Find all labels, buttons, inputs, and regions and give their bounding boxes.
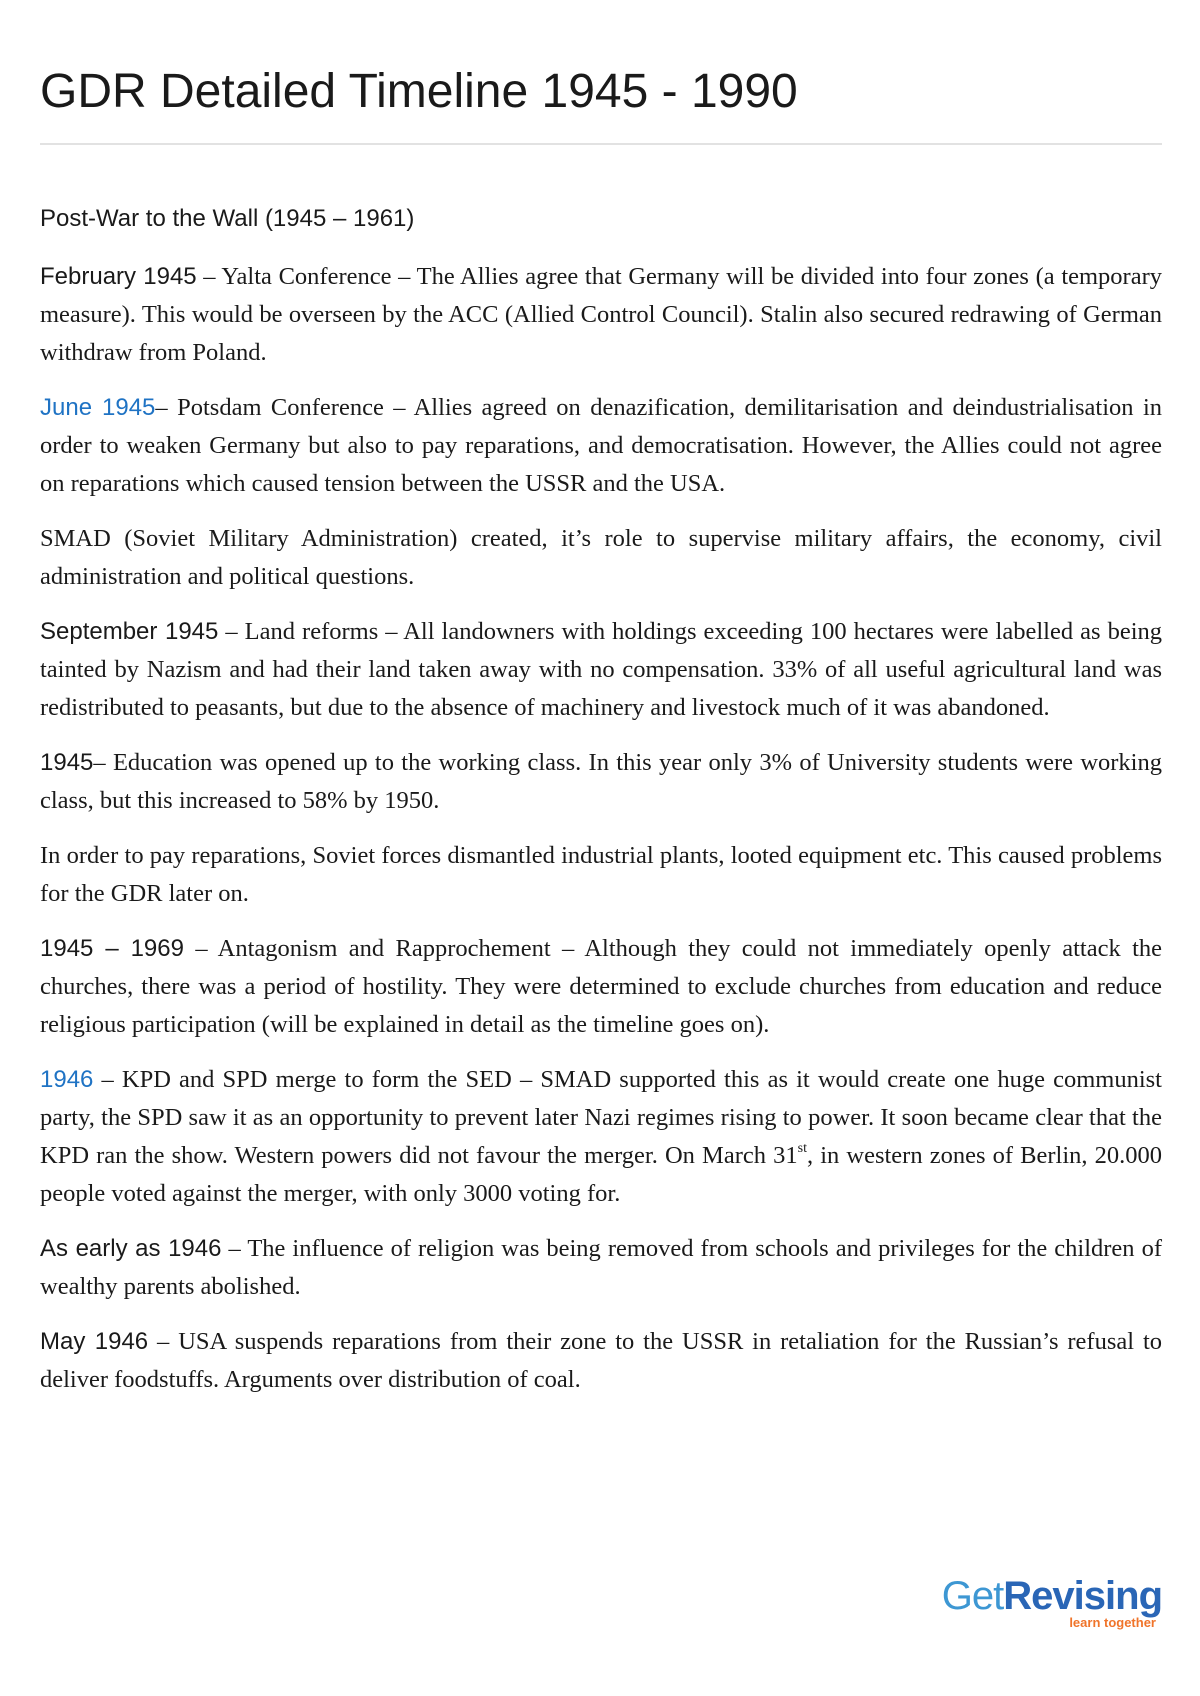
entry-date: February 1945 <box>40 263 197 290</box>
timeline-entry-feb-1945 <box>40 258 1162 372</box>
entry-date: 1945 – 1969 <box>40 935 184 962</box>
entry-date: September 1945 <box>40 618 219 645</box>
entry-text: – Land reforms – All landowners with holdings exceeding 100 hectares were labelled as being tainted by Nazism and had their land taken away with no compensation. 33% of all useful agricultural land was redistributed to peasants, but due to the absence of machinery and livestock much of it was abandoned. <box>40 618 1162 721</box>
entry-text: – Potsdam Conference – Allies agreed on denazification, demilitarisation and deindustrialisation in order to weaken Germany but also to pay reparations, and democratisation. However, the Allies could not agree on reparations which caused tension between the USSR and the USA. <box>40 394 1163 497</box>
entry-text: – Antagonism and Rapprochement – Although they could not immediately openly attack the churches, there was a period of hostility. They were determined to exclude churches from education and reduce religious participation (will be explained in detail as the timeline goes on). <box>40 935 1163 1038</box>
entry-date: May 1946 <box>40 1328 149 1355</box>
logo-get: Get <box>941 1574 1004 1618</box>
entry-text-continued: , in western zones of Berlin, 20.000 people voted against the merger, with only 3000 voting for. <box>40 1142 1162 1207</box>
ordinal-suffix: st <box>797 1141 807 1156</box>
logo-wordmark <box>942 1574 1162 1618</box>
timeline-entry-early-1946 <box>40 1230 1162 1306</box>
timeline-entry-smad <box>40 520 1162 596</box>
entry-date-link[interactable]: June 1945 <box>40 394 156 421</box>
timeline-entry-may-1946 <box>40 1323 1162 1399</box>
entry-text: – Yalta Conference – The Allies agree that Germany will be divided into four zones (a temporary measure). This would be overseen by the ACC (Allied Control Council). Stalin also secured redrawing of German withdraw from Poland. <box>40 263 1163 366</box>
getrevising-logo <box>942 1574 1162 1630</box>
timeline-entry-reparations <box>40 837 1162 913</box>
entry-date-link[interactable]: 1946 <box>40 1066 94 1093</box>
entry-text: – KPD and SPD merge to form the SED – SMAD supported this as it would create one huge communist party, the SPD saw it as an opportunity to prevent later Nazi regimes rising to power. It soon became clear that the KPD ran the show. Western powers did not favour the merger. On March 31 <box>40 1066 1162 1169</box>
timeline-entry-june-1945 <box>40 389 1162 503</box>
page-title: GDR Detailed Timeline 1945 - 1990 <box>40 65 798 118</box>
entry-text: – USA suspends reparations from their zone to the USSR in retaliation for the Russian’s refusal to deliver foodstuffs. Arguments over distribution of coal. <box>40 1328 1162 1393</box>
document-body <box>40 200 1162 1416</box>
logo-tagline: learn together <box>1069 1615 1156 1630</box>
section-heading: Post-War to the Wall (1945 – 1961) <box>40 205 415 232</box>
entry-date: 1945 <box>40 749 94 776</box>
entry-date: As early as 1946 <box>40 1235 222 1262</box>
timeline-entry-1945-education <box>40 744 1162 820</box>
entry-text: – The influence of religion was being removed from schools and privileges for the children of wealthy parents abolished. <box>40 1235 1162 1300</box>
entry-text: SMAD (Soviet Military Administration) created, it’s role to supervise military affairs, the economy, civil administration and political questions. <box>40 525 1162 590</box>
logo-revising: Revising <box>1003 1574 1162 1618</box>
timeline-entry-sept-1945 <box>40 613 1162 727</box>
timeline-entry-1946-sed <box>40 1061 1162 1213</box>
entry-text: – Education was opened up to the working class. In this year only 3% of University students were working class, but this increased to 58% by 1950. <box>40 749 1162 814</box>
title-divider <box>40 143 1162 145</box>
timeline-entry-1945-1969 <box>40 930 1162 1044</box>
entry-text: In order to pay reparations, Soviet forces dismantled industrial plants, looted equipment etc. This caused problems for the GDR later on. <box>40 842 1162 907</box>
